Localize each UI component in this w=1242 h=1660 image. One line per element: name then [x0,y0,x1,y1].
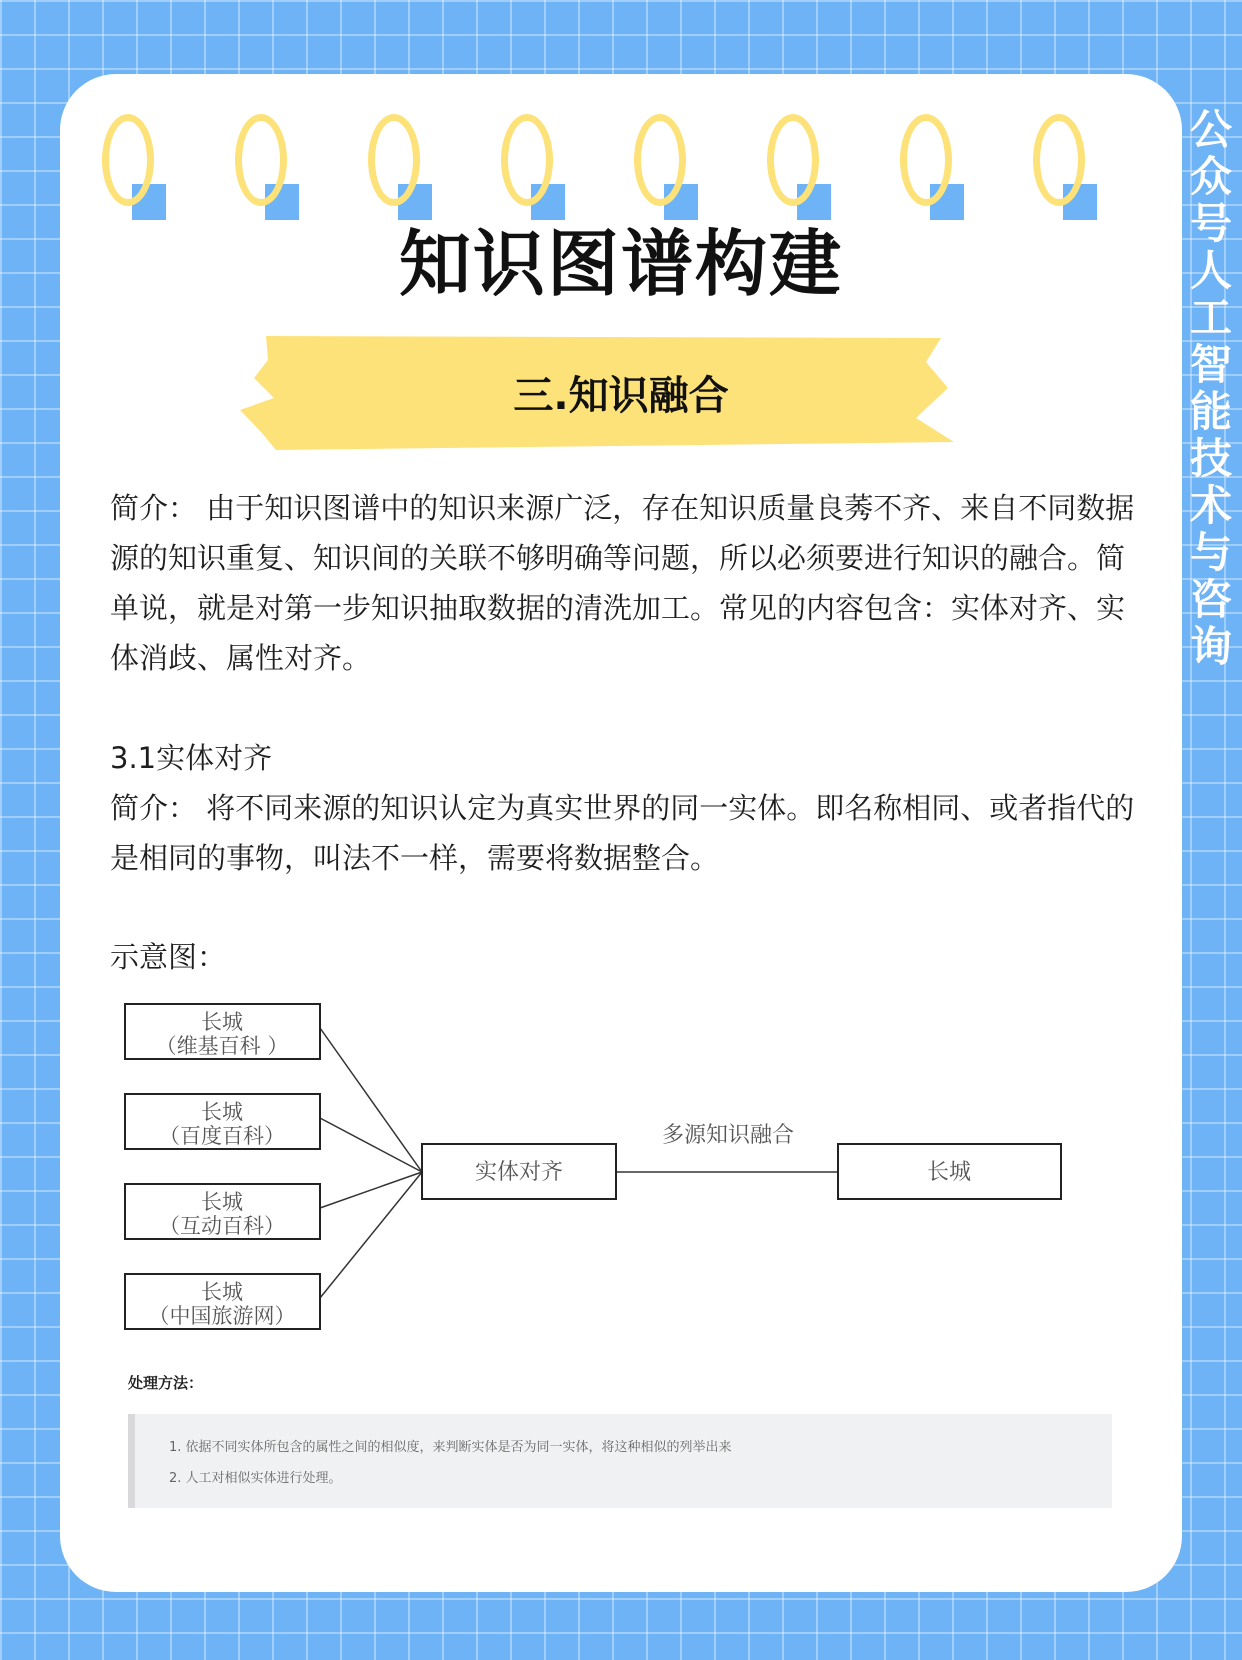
svg-text:长城: 长城 [201,1280,243,1304]
side-banner: 公众号 人工智能技术与咨询 [1189,105,1232,671]
source-node [125,1094,320,1149]
method-step: 2. 人工对相似实体进行处理。 [169,1471,342,1486]
svg-text:长城: 长城 [201,1100,243,1124]
source-node [125,1184,320,1239]
edge-label: 多源知识融合 [661,1123,795,1148]
section-intro: 简介： 将不同来源的知识认定为真实世界的同一实体。即名称相同、或者指代的是相同的事物，叫法不一样，需要将数据整合。 [110,791,1135,875]
intro-paragraph: 简介： 由于知识图谱中的知识来源广泛，存在知识质量良莠不齐、来自不同数据源的知识重复、知识间的关联不够明确等问题，所以必须要进行知识的融合。简单说，就是对第一步知识抽取数据的清洗加工。常见的内容包含：实体对齐、实体消歧、属性对齐。 [110,491,1135,675]
target-node [838,1144,1061,1199]
method-quote-block [128,1414,1112,1508]
svg-text:长城: 长城 [201,1010,243,1034]
ribbon-label: 三.知识融合 [513,372,729,419]
diagram-label: 示意图： [110,940,227,974]
svg-text:（百度百科）: （百度百科） [159,1124,285,1148]
center-node [422,1144,616,1199]
section-heading: 3.1实体对齐 [110,741,273,775]
entity-alignment-diagram [122,996,1072,1346]
svg-text:实体对齐: 实体对齐 [474,1160,564,1185]
source-node [125,1004,320,1059]
svg-text:（互动百科）: （互动百科） [159,1214,285,1238]
svg-text:（中国旅游网）: （中国旅游网） [148,1304,296,1328]
page-title: 知识图谱构建 [398,222,843,306]
svg-text:（维基百科 ）: （维基百科 ） [155,1034,289,1058]
svg-text:长城: 长城 [201,1190,243,1214]
method-label: 处理方法： [128,1374,204,1392]
svg-text:长城: 长城 [926,1160,972,1185]
method-step: 1. 依据不同实体所包含的属性之间的相似度，来判断实体是否为同一实体，将这种相似的列举出来 [169,1440,732,1455]
source-node [125,1274,320,1329]
